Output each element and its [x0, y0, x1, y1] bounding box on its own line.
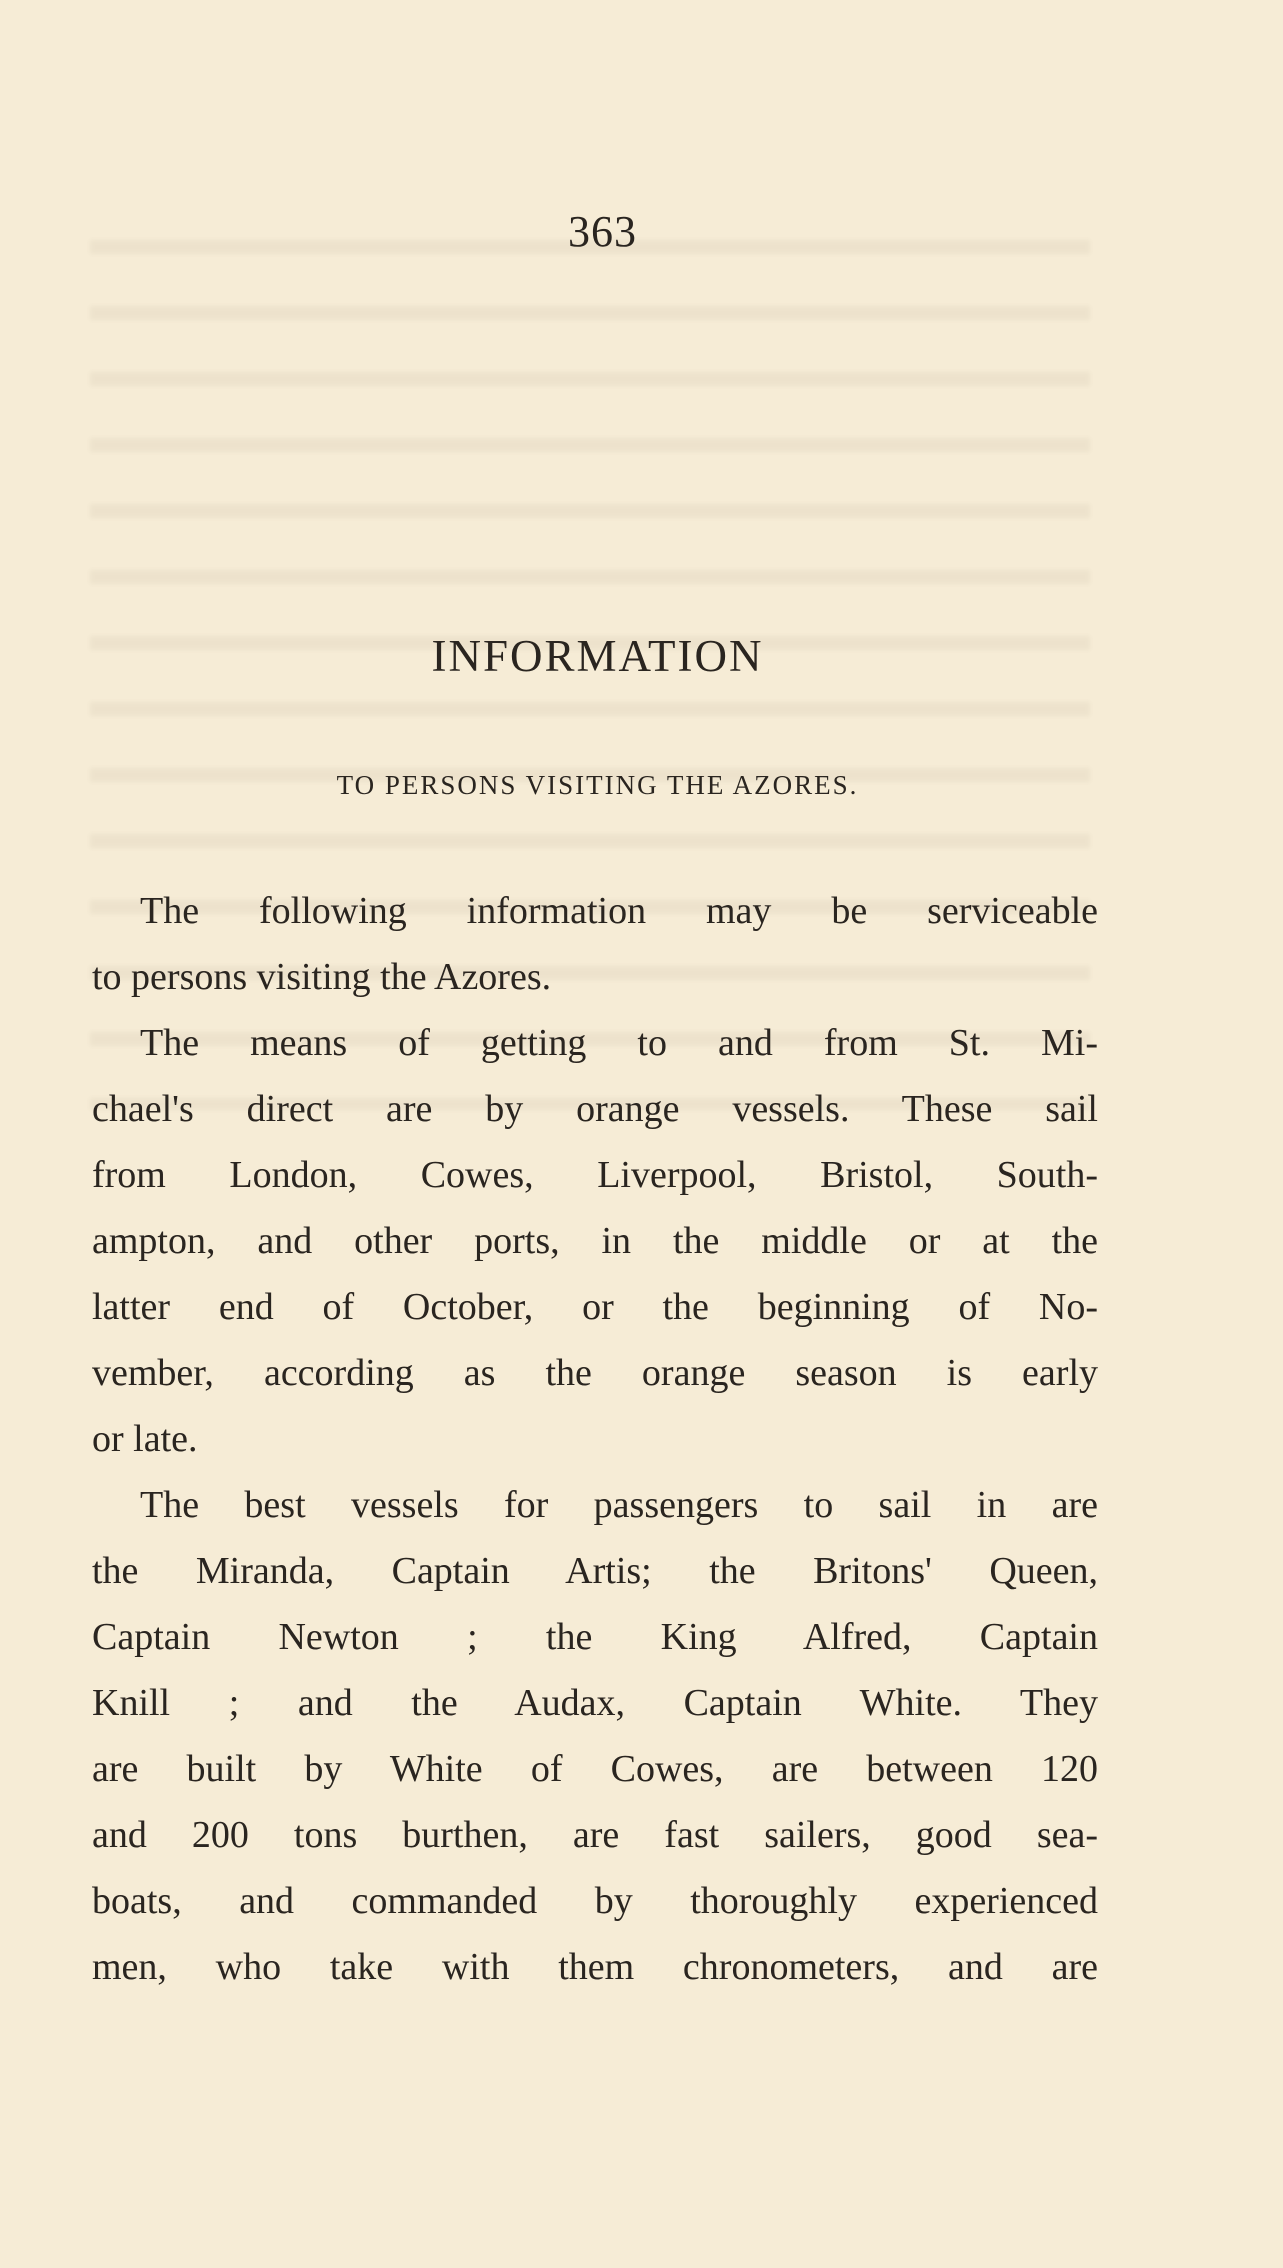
- text-line: boats, and commanded by thoroughly experienced: [92, 1880, 1098, 1922]
- text-line: from London, Cowes, Liverpool, Bristol, South-: [92, 1154, 1098, 1196]
- chapter-subtitle: TO PERSONS VISITING THE AZORES.: [336, 770, 859, 800]
- text-line: or late.: [92, 1418, 198, 1460]
- text-line: The means of getting to and from St. Mi-: [140, 1022, 1098, 1064]
- chapter-title: INFORMATION: [431, 631, 764, 681]
- text-line: men, who take with them chronometers, and are: [92, 1946, 1098, 1988]
- text-line: the Miranda, Captain Artis; the Britons' Queen,: [92, 1550, 1098, 1592]
- text-line: The best vessels for passengers to sail in are: [140, 1484, 1098, 1526]
- text-line: are built by White of Cowes, are between 120: [92, 1748, 1098, 1790]
- text-line: and 200 tons burthen, are fast sailers, good sea-: [92, 1814, 1098, 1856]
- text-line: vember, according as the orange season is early: [92, 1352, 1098, 1394]
- text-line: The following information may be serviceable: [140, 890, 1098, 932]
- text-line: latter end of October, or the beginning of No-: [92, 1286, 1098, 1328]
- text-line: to persons visiting the Azores.: [92, 956, 552, 998]
- text-line: Knill ; and the Audax, Captain White. They: [92, 1682, 1098, 1724]
- text-line: Captain Newton ; the King Alfred, Captain: [92, 1616, 1098, 1658]
- body-text: [92, 878, 1098, 2000]
- page-number: 363: [568, 207, 637, 256]
- text-line: ampton, and other ports, in the middle or at the: [92, 1220, 1098, 1262]
- text-line: chael's direct are by orange vessels. These sail: [92, 1088, 1098, 1130]
